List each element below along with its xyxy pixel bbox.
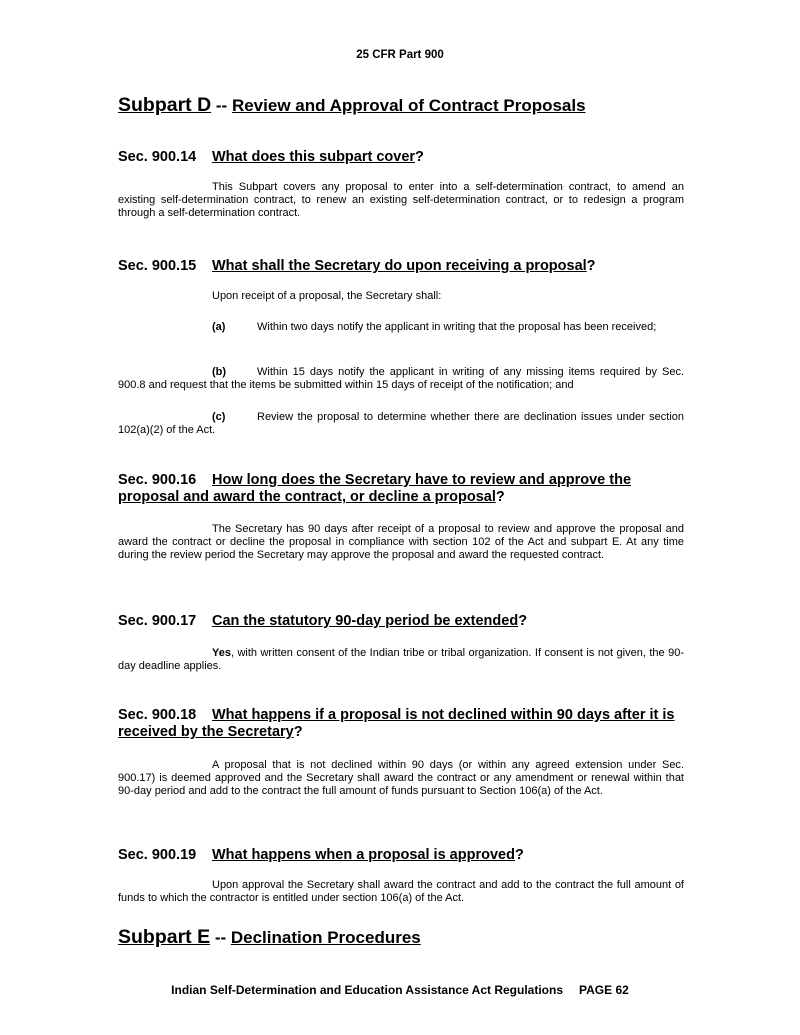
subpart-d-title: Review and Approval of Contract Proposals: [231, 96, 586, 115]
section-heading-900-14: Sec. 900.14 What does this subpart cover?: [118, 149, 424, 165]
section-number: Sec. 900.15: [118, 258, 197, 274]
paragraph-text: A proposal that is not declined within 90 days (or within any agreed extension under Sec. 900.17) is deemed approved and the Secretary shall award the contract or any amendment or renewal within that 90-day period and add to the contract the full amount of funds pursuant to Section 106(a) of the Act.: [118, 759, 684, 797]
section-heading-900-15: Sec. 900.15 What shall the Secretary do upon receiving a proposal?: [118, 258, 596, 274]
paragraph-text: , with written consent of the Indian tribe or tribal organization. If consent is not given, the 90-day deadline applies.: [118, 647, 684, 672]
answer-lead: Yes: [212, 647, 231, 659]
subpart-d-dash: --: [211, 96, 232, 115]
section-heading-900-17: Sec. 900.17 Can the statutory 90-day period be extended?: [118, 613, 528, 629]
item-a: [118, 321, 684, 334]
section-question: Can the statutory 90-day period be extended: [212, 613, 519, 629]
subpart-e-heading: [118, 926, 421, 949]
subpart-e-title: Declination Procedures: [230, 928, 421, 947]
subpart-d-heading: [118, 94, 586, 117]
footer-text: Indian Self-Determination and Education Assistance Act Regulations: [171, 983, 564, 997]
section-heading-900-18: Sec. 900.18 What happens if a proposal is not declined within 90 days after it is received by the Secretary?: [118, 707, 675, 740]
page-number: PAGE 62: [579, 983, 629, 997]
section-number: Sec. 900.16: [118, 472, 197, 488]
item-c-text: Review the proposal to determine whether there are declination issues under section 102(a)(2) of the Act.: [118, 411, 684, 436]
section-question: What does this subpart cover: [212, 149, 416, 165]
item-c-label: (c): [212, 411, 226, 423]
section-heading-900-19: Sec. 900.19 What happens when a proposal is approved?: [118, 847, 524, 863]
item-b-text: Within 15 days notify the applicant in writing of any missing items required by Sec. 900.8 and request that the items be submitted within 15 days of receipt of the notification; and: [118, 366, 684, 391]
section-question: What shall the Secretary do upon receiving a proposal: [212, 258, 587, 274]
section-question: What happens if a proposal is not declined within 90 days after it is received by the Secretary: [118, 707, 675, 740]
section-body-900-14: [118, 181, 684, 220]
section-number: Sec. 900.14: [118, 149, 197, 165]
section-body-900-17: [118, 647, 684, 673]
section-question: What happens when a proposal is approved: [212, 847, 515, 863]
item-b-label: (b): [212, 366, 227, 378]
paragraph-text: The Secretary has 90 days after receipt of a proposal to review and approve the proposal and award the contract or decline the proposal in compliance with section 102 of the Act and subpart E. At any time during the review period the Secretary may approve the proposal and award the requested contract.: [118, 523, 684, 561]
item-b: [118, 366, 684, 392]
section-body-900-18: [118, 759, 684, 798]
section-heading-900-16: Sec. 900.16 How long does the Secretary have to review and approve the proposal and award the contract, or decline a proposal?: [118, 472, 632, 505]
section-number: Sec. 900.18: [118, 707, 197, 723]
item-a-label: (a): [212, 321, 226, 333]
paragraph-text: This Subpart covers any proposal to enter into a self-determination contract, to amend an existing self-determination contract, to renew an existing self-determination contract, or to redesign a program through a self-determination contract.: [118, 181, 684, 219]
section-number: Sec. 900.19: [118, 847, 197, 863]
subpart-e-letter: Subpart E: [118, 926, 211, 948]
section-body-900-16: [118, 523, 684, 562]
page-header: 25 CFR Part 900: [356, 49, 444, 61]
paragraph-text: Upon approval the Secretary shall award the contract and add to the contract the full amount of funds to which the contractor is entitled under section 106(a) of the Act.: [118, 879, 684, 904]
section-body-900-19: [118, 879, 684, 905]
subpart-d-letter: Subpart D: [118, 94, 212, 116]
section-intro-900-15: Upon receipt of a proposal, the Secretary shall:: [212, 290, 442, 302]
section-number: Sec. 900.17: [118, 613, 197, 629]
item-a-text: Within two days notify the applicant in writing that the proposal has been received;: [257, 321, 657, 333]
item-c: [118, 411, 684, 437]
page-footer: [0, 983, 800, 997]
subpart-e-dash: --: [210, 928, 231, 947]
section-question: How long does the Secretary have to review and approve the proposal and award the contract, or decline a proposal: [118, 472, 632, 505]
